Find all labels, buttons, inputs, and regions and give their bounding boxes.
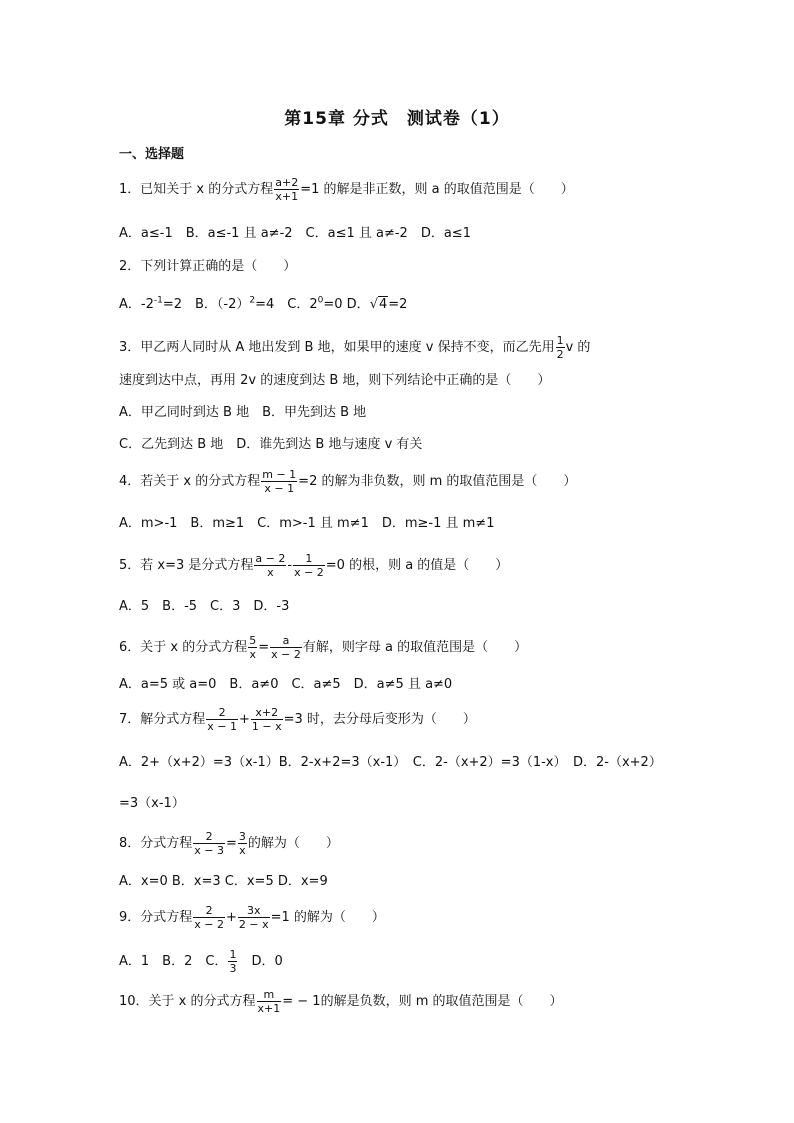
q9-opt-c-numerator: 1 <box>229 948 237 961</box>
q1-numerator: a+2 <box>275 176 299 189</box>
q1-denominator: x+1 <box>275 190 299 203</box>
q6-denominator-1: x <box>249 648 256 661</box>
q5-numerator-2: 1 <box>293 552 325 566</box>
q10-text-end: = − 1的解是负数，则 m 的取值范围是（ ） <box>282 994 563 1009</box>
q10-numerator: m <box>257 988 282 1002</box>
q2-radicand: 4 <box>378 297 388 312</box>
q4-numerator: m − 1 <box>262 468 297 481</box>
question-3 <box>119 334 590 361</box>
q10-fraction <box>257 988 282 1015</box>
q2-opt-a-exp: -1 <box>153 295 163 306</box>
question-8 <box>119 830 339 857</box>
q3-text: 3．甲乙两人同时从 A 地出发到 B 地，如果甲的速度 v 保持不变，而乙先用 <box>119 340 555 355</box>
q8-text-end: 的解为（ ） <box>247 836 339 851</box>
q7-denominator-1: x − 1 <box>207 720 237 733</box>
q7-options-continuation: =3（x-1） <box>119 796 185 811</box>
q4-text-end: =2 的解为非负数，则 m 的取值范围是（ ） <box>298 474 577 489</box>
q6-fraction-1 <box>248 634 257 661</box>
question-9 <box>119 904 385 931</box>
q4-text: 4．若关于 x 的分式方程 <box>119 474 261 489</box>
q9-options <box>119 948 283 975</box>
q8-numerator-2: 3 <box>238 830 246 843</box>
q2-opt-a: A．-2 <box>119 297 154 312</box>
q2-opt-b-exp: 2 <box>249 295 256 306</box>
q6-denominator-2: x − 2 <box>271 648 301 661</box>
q6-operator: = <box>258 640 270 655</box>
section-heading: 一、选择题 <box>119 147 185 162</box>
question-7 <box>119 706 476 733</box>
q8-operator: = <box>226 836 237 851</box>
q9-operator: + <box>226 910 237 925</box>
q8-fraction-2 <box>238 830 247 857</box>
page-title: 第15章 分式 测试卷（1） <box>284 109 510 129</box>
q3-text-end: v 的 <box>565 340 591 355</box>
q1-text: 1．已知关于 x 的分式方程 <box>119 182 274 197</box>
q9-opt-d: D．0 <box>238 954 283 969</box>
q7-fraction-2 <box>251 706 283 733</box>
q9-opt-c-denominator: 3 <box>229 962 237 975</box>
q7-operator: + <box>239 712 250 727</box>
q9-text-end: =1 的解为（ ） <box>270 910 385 925</box>
q2-opt-d: =0 D． <box>323 297 370 312</box>
q1-fraction <box>274 176 299 203</box>
q8-text: 8．分式方程 <box>119 836 193 851</box>
q9-numerator-1: 2 <box>193 904 225 918</box>
q7-denominator-2: 1 − x <box>251 720 282 733</box>
q9-fraction-1 <box>193 904 225 931</box>
q5-text-end: =0 的根，则 a 的值是（ ） <box>325 558 509 573</box>
q9-numerator-2: 3x <box>238 904 270 918</box>
q4-options: A．m>-1 B．m≥1 C．m>-1 且 m≠1 D．m≥-1 且 m≠1 <box>119 516 495 531</box>
question-2: 2．下列计算正确的是（ ） <box>119 259 297 274</box>
q9-opt-c-fraction <box>228 948 237 975</box>
q1-text-end: =1 的解是非正数，则 a 的取值范围是（ ） <box>300 182 574 197</box>
question-6 <box>119 634 527 661</box>
q5-fraction-2 <box>293 552 325 579</box>
q8-denominator-2: x <box>239 844 246 857</box>
q7-text: 7．解分式方程 <box>119 712 206 727</box>
q10-denominator: x+1 <box>257 1002 281 1015</box>
q7-numerator-2: x+2 <box>251 706 283 720</box>
q3-numerator: 1 <box>556 334 564 347</box>
q3-options-1: A．甲乙同时到达 B 地 B．甲先到达 B 地 <box>119 405 367 420</box>
q4-denominator: x − 1 <box>264 482 295 495</box>
q9-options-text: A．1 B．2 C． <box>119 954 228 969</box>
q6-fraction-2 <box>270 634 302 661</box>
q5-denominator-2: x − 2 <box>294 566 324 579</box>
q5-fraction-1 <box>254 552 286 579</box>
q2-opt-b: =2 B．（-2） <box>162 297 250 312</box>
q6-numerator-1: 5 <box>249 634 257 647</box>
q5-text: 5．若 x=3 是分式方程 <box>119 558 254 573</box>
q6-numerator-2: a <box>270 634 302 648</box>
question-1 <box>119 176 574 203</box>
q9-denominator-1: x − 2 <box>194 918 224 931</box>
q7-options: A．2+（x+2）=3（x-1）B．2-x+2=3（x-1） C．2-（x+2）=3（1-x） D．2-（x+2） <box>119 755 662 770</box>
q7-numerator-1: 2 <box>206 706 238 720</box>
q2-options <box>119 296 407 314</box>
q9-text: 9．分式方程 <box>119 910 193 925</box>
sqrt-symbol: √4 <box>369 297 388 312</box>
question-5 <box>119 552 508 579</box>
q6-text-end: 有解，则字母 a 的取值范围是（ ） <box>302 640 528 655</box>
question-4 <box>119 468 576 495</box>
q8-fraction-1 <box>193 830 225 857</box>
q9-fraction-2 <box>238 904 270 931</box>
q6-text: 6．关于 x 的分式方程 <box>119 640 248 655</box>
q9-denominator-2: 2 − x <box>238 918 269 931</box>
q2-opt-c-exp: 0 <box>317 295 324 306</box>
q4-fraction <box>261 468 297 495</box>
q5-operator: - <box>287 558 293 573</box>
q6-options: A．a=5 或 a=0 B．a≠0 C．a≠5 D．a≠5 且 a≠0 <box>119 677 453 692</box>
q5-options: A．5 B．-5 C．3 D．-3 <box>119 599 290 614</box>
q10-text: 10．关于 x 的分式方程 <box>119 994 256 1009</box>
q5-numerator-1: a − 2 <box>255 552 286 565</box>
q2-opt-c: =4 C．2 <box>255 297 318 312</box>
q2-opt-d-end: =2 <box>388 297 408 312</box>
q3-denominator: 2 <box>556 348 564 361</box>
q3-fraction <box>556 334 565 361</box>
q7-fraction-1 <box>206 706 238 733</box>
q8-numerator-1: 2 <box>193 830 225 844</box>
q8-denominator-1: x − 3 <box>194 844 224 857</box>
q8-options: A．x=0 B．x=3 C．x=5 D．x=9 <box>119 874 328 889</box>
q3-options-2: C．乙先到达 B 地 D．谁先到达 B 地与速度 v 有关 <box>119 437 423 452</box>
q7-text-end: =3 时，去分母后变形为（ ） <box>283 712 476 727</box>
q3-continuation: 速度到达中点，再用 2v 的速度到达 B 地，则下列结论中正确的是（ ） <box>119 373 551 388</box>
question-10 <box>119 988 563 1015</box>
q1-options: A．a≤-1 B．a≤-1 且 a≠-2 C．a≤1 且 a≠-2 D．a≤1 <box>119 226 471 241</box>
q5-denominator-1: x <box>267 566 274 579</box>
